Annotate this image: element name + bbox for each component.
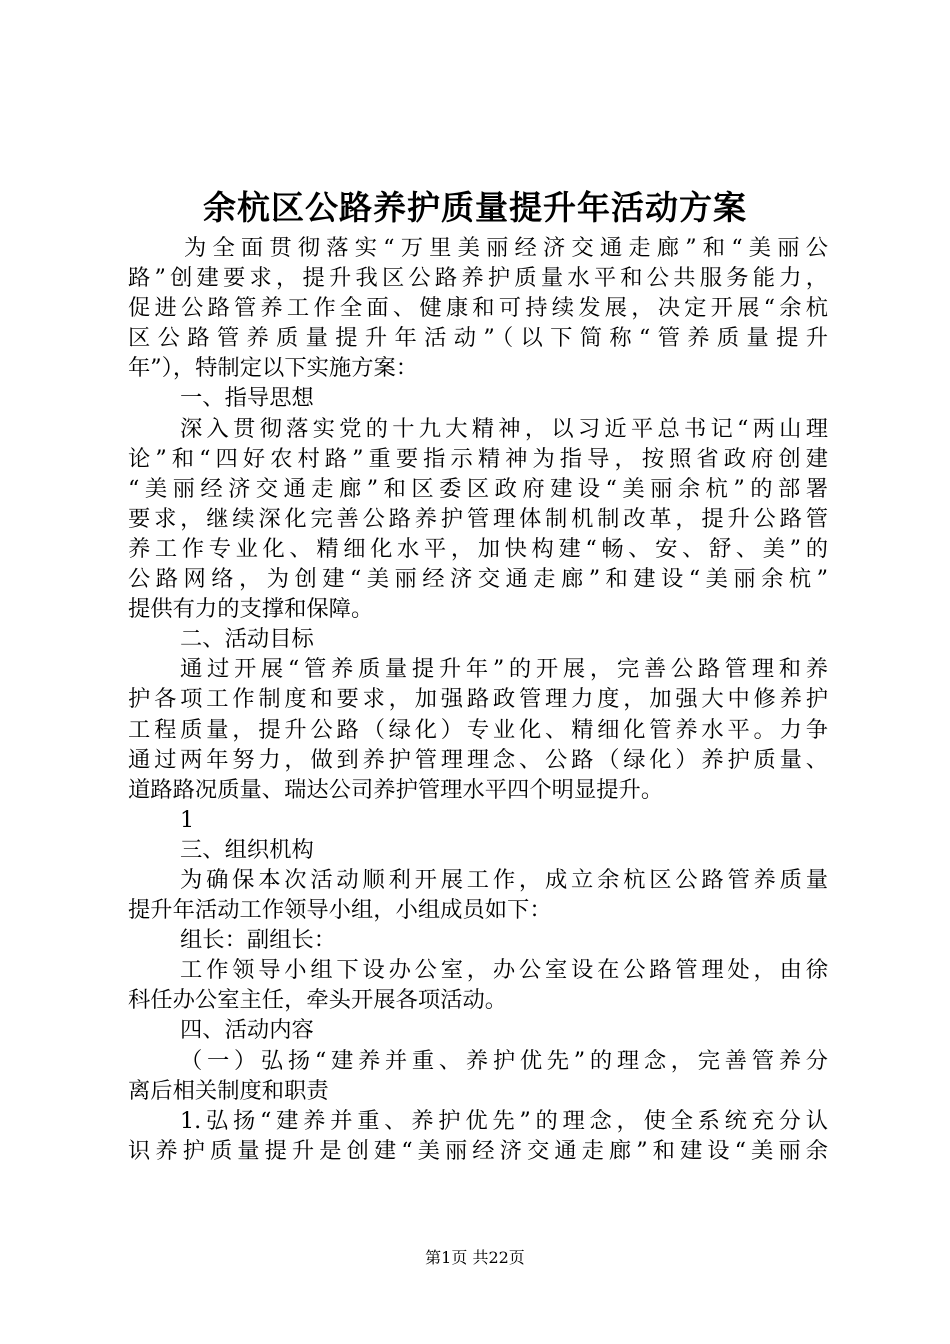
page-footer: 第1页 共22页 <box>425 1248 525 1267</box>
text-line: 养工作专业化、精细化水平，加快构建“畅、安、舒、美”的 <box>128 535 828 562</box>
text-line: 年”），特制定以下实施方案： <box>128 355 419 382</box>
text-line: 组长：副组长： <box>180 927 337 954</box>
text-line: 离后相关制度和职责 <box>128 1077 329 1104</box>
section-heading: 一、指导思想 <box>180 385 314 412</box>
text-line: 促进公路管养工作全面、健康和可持续发展，决定开展“余杭 <box>128 295 828 322</box>
text-line: 通过开展“管养质量提升年”的开展，完善公路管理和养 <box>180 656 828 683</box>
text-line: 区公路管养质量提升年活动”（以下简称“管养质量提升 <box>128 325 828 352</box>
inline-page-number: 1 <box>180 806 195 833</box>
text-line: （一）弘扬“建养并重、养护优先”的理念，完善管养分 <box>180 1047 828 1074</box>
text-line: 道路路况质量、瑞达公司养护管理水平四个明显提升。 <box>128 776 664 803</box>
text-line: 为确保本次活动顺利开展工作，成立余杭区公路管养质量 <box>180 866 828 893</box>
text-line: 工程质量，提升公路（绿化）专业化、精细化管养水平。力争 <box>128 716 828 743</box>
text-line: 工作领导小组下设办公室，办公室设在公路管理处，由徐 <box>180 957 828 984</box>
document-title: 余杭区公路养护质量提升年活动方案 <box>203 188 747 227</box>
text-line: 路”创建要求，提升我区公路养护质量水平和公共服务能力， <box>128 265 828 292</box>
text-line: 提供有力的支撑和保障。 <box>128 596 374 623</box>
section-heading: 二、活动目标 <box>180 626 314 653</box>
document-body <box>128 233 828 1166</box>
text-line: 护各项工作制度和要求，加强路政管理力度，加强大中修养护 <box>128 686 828 713</box>
text-line: 深入贯彻落实党的十九大精神，以习近平总书记“两山理 <box>180 415 828 442</box>
text-line: 1.弘扬“建养并重、养护优先”的理念，使全系统充分认 <box>180 1107 828 1134</box>
text-line: 为全面贯彻落实“万里美丽经济交通走廊”和“美丽公 <box>184 235 828 261</box>
text-line: 科任办公室主任，牵头开展各项活动。 <box>128 987 508 1014</box>
text-line: 公路网络，为创建“美丽经济交通走廊”和建设“美丽余杭” <box>128 566 828 593</box>
text-line: “美丽经济交通走廊”和区委区政府建设“美丽余杭”的部署 <box>128 475 828 502</box>
text-line: 提升年活动工作领导小组，小组成员如下： <box>128 897 552 924</box>
text-line: 论”和“四好农村路”重要指示精神为指导，按照省政府创建 <box>128 445 828 472</box>
section-heading: 四、活动内容 <box>180 1017 314 1044</box>
section-heading: 三、组织机构 <box>180 836 314 863</box>
text-line: 识养护质量提升是创建“美丽经济交通走廊”和建设“美丽余 <box>128 1137 828 1164</box>
text-line: 通过两年努力，做到养护管理理念、公路（绿化）养护质量、 <box>128 746 828 773</box>
text-line: 要求，继续深化完善公路养护管理体制机制改革，提升公路管 <box>128 505 828 532</box>
